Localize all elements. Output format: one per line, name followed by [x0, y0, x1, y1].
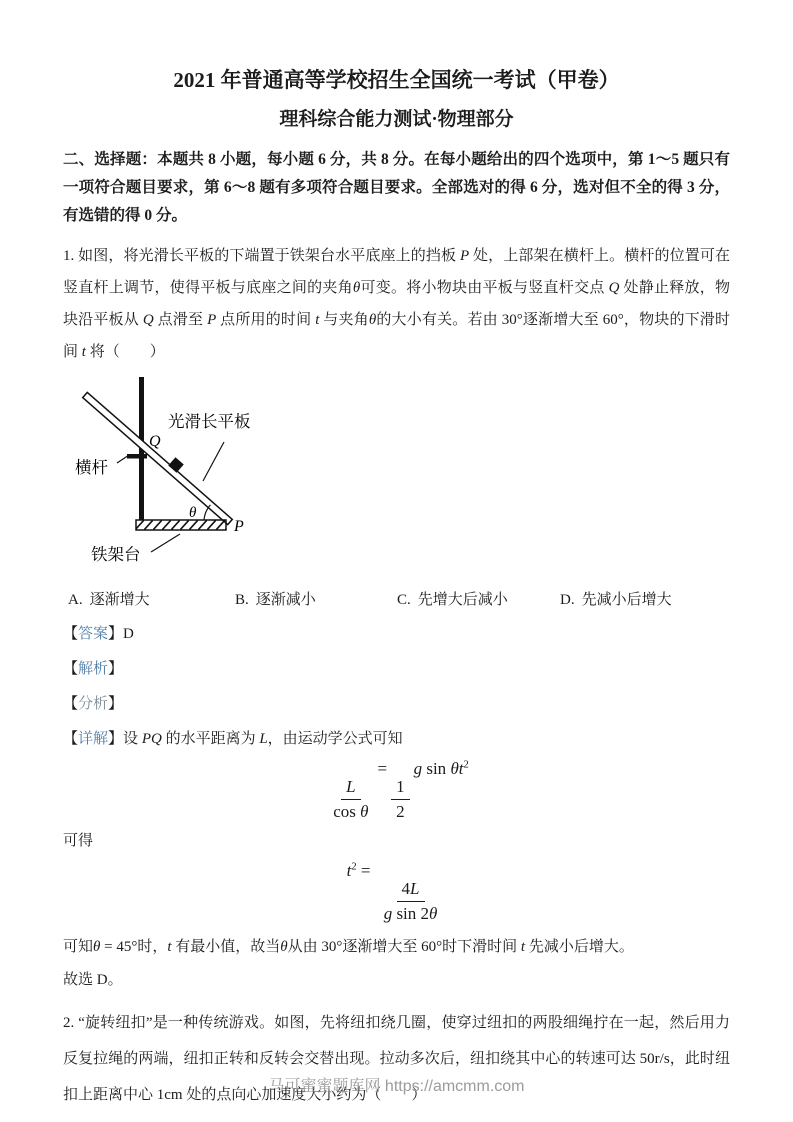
- option-c-label: C.: [397, 592, 411, 608]
- choice-line: 故选 D。: [63, 972, 123, 989]
- point-p-label: P: [234, 518, 244, 535]
- fenxi-line: 【分析】: [63, 696, 124, 712]
- option-c: [397, 588, 508, 609]
- crossbar: [127, 454, 147, 459]
- option-a: [68, 588, 150, 609]
- answer-line: 【答案】D: [63, 626, 134, 642]
- theta-label: θ: [189, 505, 197, 521]
- question-1-options: [63, 588, 730, 610]
- option-b-text: 逐渐减小: [255, 592, 316, 608]
- option-a-label: A.: [68, 592, 83, 608]
- kede-text: 可得: [63, 833, 94, 850]
- conclusion-line: 可知θ = 45°时，t 有最小值，故当θ从由 30°逐渐增大至 60°时下滑时间 t 先减小后增大。: [63, 939, 634, 956]
- plank-label: 光滑长平板: [168, 412, 251, 431]
- site-footer: 马可蜜蜜题库网 https://amcmm.com: [268, 1078, 525, 1095]
- crossbar-pointer-line: [117, 455, 129, 463]
- option-b: [235, 588, 316, 609]
- option-b-label: B.: [235, 592, 249, 608]
- exam-subtitle: 理科综合能力测试·物理部分: [279, 109, 514, 130]
- section-instructions: 二、选择题：本题共 8 小题，每小题 6 分，共 8 分。在每小题给出的四个选项中，第 1～5 题只有一项符合题目要求，第 6～8 题有多项符合题目要求。全部选对的得 6 分，选对但不全的得 3 分，有选错的得 0 分。: [63, 151, 730, 224]
- stand-base: [136, 520, 226, 530]
- kinematics-formula: $\frac{L}{\text{cos θ}}$ = $\frac{1}{2}$ g $\sin \theta t^2$: [333, 759, 469, 821]
- question-1-stem: 1. 如图，将光滑长平板的下端置于铁架台水平底座上的挡板 P 处，上部架在横杆上。横杆的位置可在竖直杆上调节，使得平板与底座之间的夹角θ可变。将小物块由平板与竖直杆交点 Q 处静止释放，物块沿平板从 Q 点滑至 P 点所用的时间 t 与夹角θ的大小有关。若由 30°逐渐增大至 60°，物块的下滑时间 t 将（ ）: [63, 248, 730, 360]
- time-squared-formula: $t^2$ = $\frac{4L}{\text{g sin 2θ}}$: [346, 861, 438, 923]
- stand-label: 铁架台: [91, 545, 141, 564]
- crossbar-label: 横杆: [75, 458, 108, 477]
- exam-title: 2021 年普通高等学校招生全国统一考试（甲卷）: [173, 68, 620, 92]
- option-d-label: D.: [560, 592, 575, 608]
- stand-pointer-line: [151, 534, 180, 552]
- question-2-stem: 2. “旋转纽扣”是一种传统游戏。如图，先将纽扣绕几圈，使穿过纽扣的两股细绳拧在一起，然后用力反复拉绳的两端，纽扣正转和反转会交替出现。拉动多次后，纽扣绕其中心的转速可达 50r/s，此时纽扣上距离中心 1cm 处的点向心加速度大小约为（ ）: [63, 1015, 730, 1104]
- detail-line: 【详解】设 PQ 的水平距离为 L，由运动学公式可知: [63, 731, 403, 747]
- question-1-figure: [63, 370, 730, 580]
- inclined-plane-diagram: [63, 370, 373, 575]
- option-c-text: 先增大后减小: [417, 592, 508, 608]
- plank-pointer-line: [203, 442, 224, 481]
- option-a-text: 逐渐增大: [89, 592, 150, 608]
- option-d: [560, 588, 672, 609]
- jiexi-line: 【解析】: [63, 661, 124, 677]
- point-q-label: Q: [149, 433, 161, 450]
- option-d-text: 先减小后增大: [581, 592, 672, 608]
